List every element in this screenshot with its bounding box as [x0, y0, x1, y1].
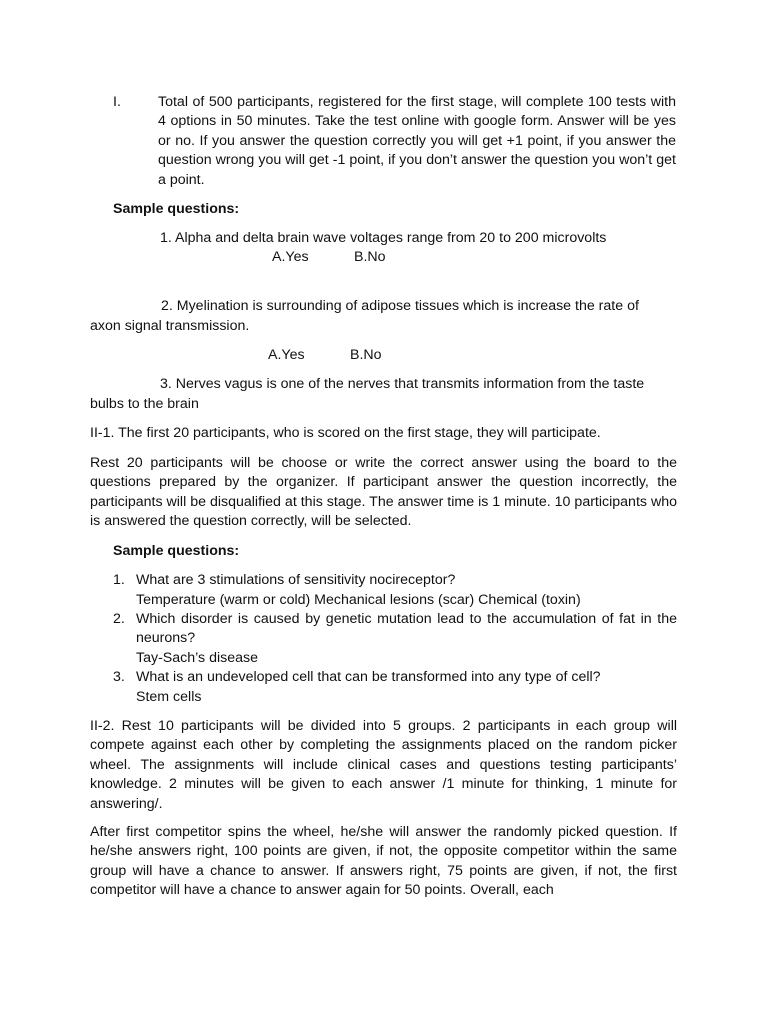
question-1-option-a: A.Yes	[272, 249, 309, 265]
question-3-line-2: bulbs to the brain	[90, 396, 199, 412]
question-1-option-b: B.No	[354, 249, 386, 265]
section-ii2-paragraph: II-2. Rest 10 participants will be divided into 5 groups. 2 participants in each group will compete against each other by completing the assignments placed on the random picker wheel. The assignments will include clinical cases and questions testing participants’ knowledge. 2 minutes will be given to each answer /1 minute for thinking, 1 minute for answering/.	[90, 718, 677, 812]
question-2-line-2: axon signal transmission.	[90, 318, 250, 334]
section-i-marker: I.	[113, 94, 121, 110]
question-2-option-b: B.No	[350, 347, 382, 363]
list-item-number: 2.	[113, 611, 125, 627]
list-item-number: 3.	[113, 669, 125, 685]
section-ii1-paragraph: II-1. The first 20 participants, who is scored on the first stage, they will participate.	[90, 425, 601, 441]
sample-questions-heading-1: Sample questions:	[113, 201, 240, 217]
list-item-question: Which disorder is caused by genetic mutation lead to the accumulation of fat in the neurons?	[136, 611, 677, 647]
question-3-line-1: 3. Nerves vagus is one of the nerves that transmits information from the taste	[160, 376, 645, 392]
list-item-answer: Tay-Sach’s disease	[136, 650, 258, 666]
sample-questions-heading-2: Sample questions:	[113, 543, 240, 559]
rest-20-paragraph: Rest 20 participants will be choose or write the correct answer using the board to the questions prepared by the organizer. If participant answer the question incorrectly, the participants will be disqualified at this stage. The answer time is 1 minute. 10 participants who is answered the question correctly, will be selected.	[90, 455, 677, 530]
section-i-paragraph: Total of 500 participants, registered for the first stage, will complete 100 tests with 4 options in 50 minutes. Take the test online with google form. Answer will be yes or no. If you answer the question correctly you will get +1 point, if you answer the question wrong you will get -1 point, if you don’t answer the question you won’t get a point.	[158, 94, 676, 188]
question-2-option-a: A.Yes	[268, 347, 305, 363]
after-first-competitor-paragraph: After first competitor spins the wheel, he/she will answer the randomly picked question. If he/she answers right, 100 points are given, if not, the opposite competitor within the same group will have a chance to answer. If answers right, 75 points are given, if not, the first competitor will have a chance to answer again for 50 points. Overall, each	[90, 824, 677, 899]
list-item-question: What are 3 stimulations of sensitivity nocireceptor?	[136, 572, 456, 588]
list-item-answer: Temperature (warm or cold) Mechanical lesions (scar) Chemical (toxin)	[136, 592, 581, 608]
list-item-number: 1.	[113, 572, 125, 588]
question-1-text: 1. Alpha and delta brain wave voltages range from 20 to 200 microvolts	[160, 230, 607, 246]
list-item-answer: Stem cells	[136, 689, 202, 705]
question-2-line-1: 2. Myelination is surrounding of adipose tissues which is increase the rate of	[161, 298, 639, 314]
list-item-question: What is an undeveloped cell that can be transformed into any type of cell?	[136, 669, 601, 685]
